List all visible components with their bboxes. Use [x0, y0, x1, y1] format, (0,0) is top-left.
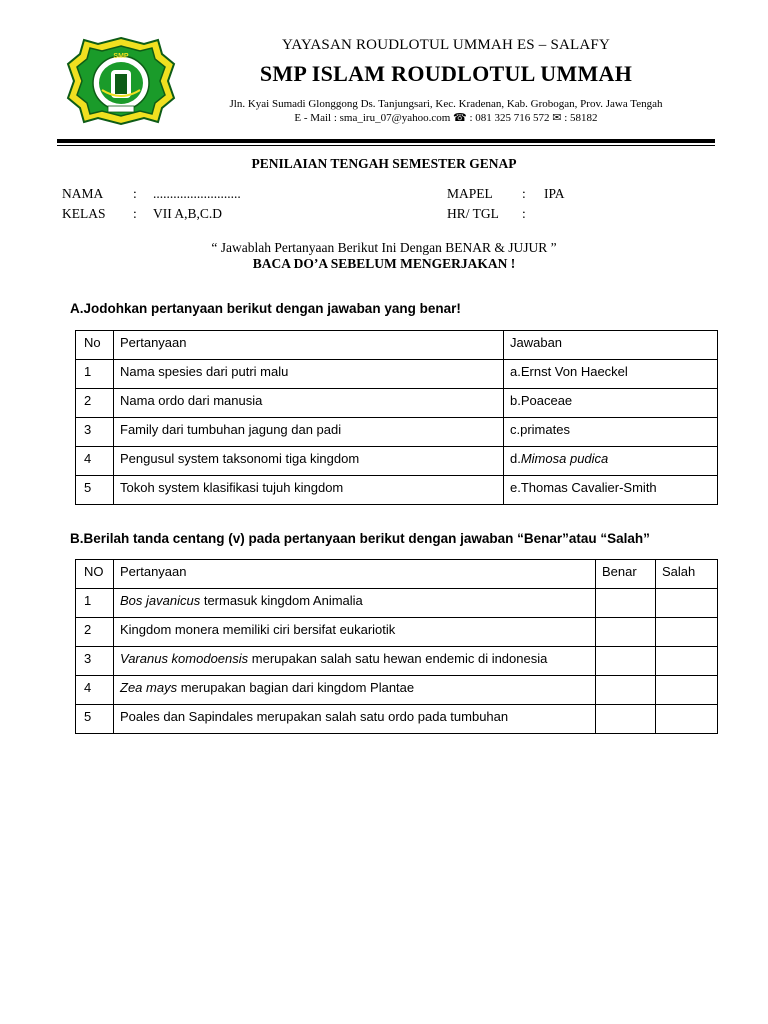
true-checkbox-cell[interactable] [596, 705, 656, 734]
row-question: Bos javanicus termasuk kingdom Animalia [114, 589, 596, 618]
row-answer: d.Mimosa pudica [504, 447, 718, 476]
name-value: .......................... [153, 186, 241, 201]
table-row [76, 360, 718, 389]
row-no: 1 [76, 589, 114, 618]
row-no: 4 [76, 447, 114, 476]
row-question: Family dari tumbuhan jagung dan padi [114, 418, 504, 447]
row-no: 2 [76, 618, 114, 647]
header-question: Pertanyaan [114, 331, 504, 360]
row-no: 5 [76, 476, 114, 505]
foundation-name: YAYASAN ROUDLOTUL UMMAH ES – SALAFY [281, 37, 610, 53]
row-question: Nama spesies dari putri malu [114, 360, 504, 389]
row-no: 3 [76, 418, 114, 447]
false-checkbox-cell[interactable] [656, 618, 718, 647]
section-a-heading: A.Jodohkan pertanyaan berikut dengan jawaban yang benar! [70, 301, 461, 316]
true-checkbox-cell[interactable] [596, 676, 656, 705]
header-divider-thick [57, 139, 715, 143]
subject-label: MAPEL [447, 186, 493, 201]
subject-colon: : [522, 186, 526, 201]
true-checkbox-cell[interactable] [596, 618, 656, 647]
row-no: 3 [76, 647, 114, 676]
row-question: Poales dan Sapindales merupakan salah satu ordo pada tumbuhan [114, 705, 596, 734]
true-false-table [75, 559, 718, 734]
header-true: Benar [596, 560, 656, 589]
table-row [76, 647, 718, 676]
header-question: Pertanyaan [114, 560, 596, 589]
row-no: 2 [76, 389, 114, 418]
row-no: 5 [76, 705, 114, 734]
row-question: Pengusul system taksonomi tiga kingdom [114, 447, 504, 476]
school-name: SMP ISLAM ROUDLOTUL UMMAH [259, 61, 633, 86]
row-answer: a.Ernst Von Haeckel [504, 360, 718, 389]
table-header-row [76, 331, 718, 360]
class-value: VII A,B,C.D [153, 206, 223, 221]
exam-title: PENILAIAN TENGAH SEMESTER GENAP [251, 156, 517, 171]
school-address: Jln. Kyai Sumadi Glonggong Ds. Tanjungsari, Kec. Kradenan, Kab. Grobogan, Prov. Jawa Tengah [229, 98, 663, 110]
prayer-reminder: BACA DO’A SEBELUM MENGERJAKAN ! [252, 256, 516, 271]
school-contact: E - Mail : sma_iru_07@yahoo.com ☎ : 081 325 716 572 ✉ : 58182 [294, 112, 598, 124]
row-answer: c.primates [504, 418, 718, 447]
table-row [76, 676, 718, 705]
row-question: Zea mays merupakan bagian dari kingdom Plantae [114, 676, 596, 705]
row-answer: b.Poaceae [504, 389, 718, 418]
table-row [76, 447, 718, 476]
true-checkbox-cell[interactable] [596, 647, 656, 676]
row-answer: e.Thomas Cavalier-Smith [504, 476, 718, 505]
row-question: Nama ordo dari manusia [114, 389, 504, 418]
table-row [76, 589, 718, 618]
true-checkbox-cell[interactable] [596, 589, 656, 618]
false-checkbox-cell[interactable] [656, 647, 718, 676]
exam-instruction: “ Jawablah Pertanyaan Berikut Ini Dengan BENAR & JUJUR ” [211, 240, 557, 255]
school-logo [66, 36, 176, 126]
table-row [76, 389, 718, 418]
class-label: KELAS [62, 206, 106, 221]
table-row [76, 476, 718, 505]
logo-top-text: SMP [113, 53, 129, 60]
table-row [76, 418, 718, 447]
name-label: NAMA [62, 186, 104, 201]
header-no: No [76, 331, 114, 360]
subject-value: IPA [544, 186, 565, 201]
date-colon: : [522, 206, 526, 221]
matching-table [75, 330, 718, 505]
table-row [76, 618, 718, 647]
false-checkbox-cell[interactable] [656, 676, 718, 705]
header-divider-thin [57, 145, 715, 146]
header-false: Salah [656, 560, 718, 589]
table-row [76, 705, 718, 734]
class-colon: : [133, 206, 137, 221]
row-question: Kingdom monera memiliki ciri bersifat eukariotik [114, 618, 596, 647]
section-b-heading: B.Berilah tanda centang (v) pada pertanyaan berikut dengan jawaban “Benar”atau “Salah” [70, 531, 650, 546]
header-answer: Jawaban [504, 331, 718, 360]
name-colon: : [133, 186, 137, 201]
date-label: HR/ TGL [447, 206, 499, 221]
header-no: NO [76, 560, 114, 589]
false-checkbox-cell[interactable] [656, 705, 718, 734]
row-question: Tokoh system klasifikasi tujuh kingdom [114, 476, 504, 505]
table-header-row [76, 560, 718, 589]
row-no: 4 [76, 676, 114, 705]
row-no: 1 [76, 360, 114, 389]
row-question: Varanus komodoensis merupakan salah satu hewan endemic di indonesia [114, 647, 596, 676]
false-checkbox-cell[interactable] [656, 589, 718, 618]
